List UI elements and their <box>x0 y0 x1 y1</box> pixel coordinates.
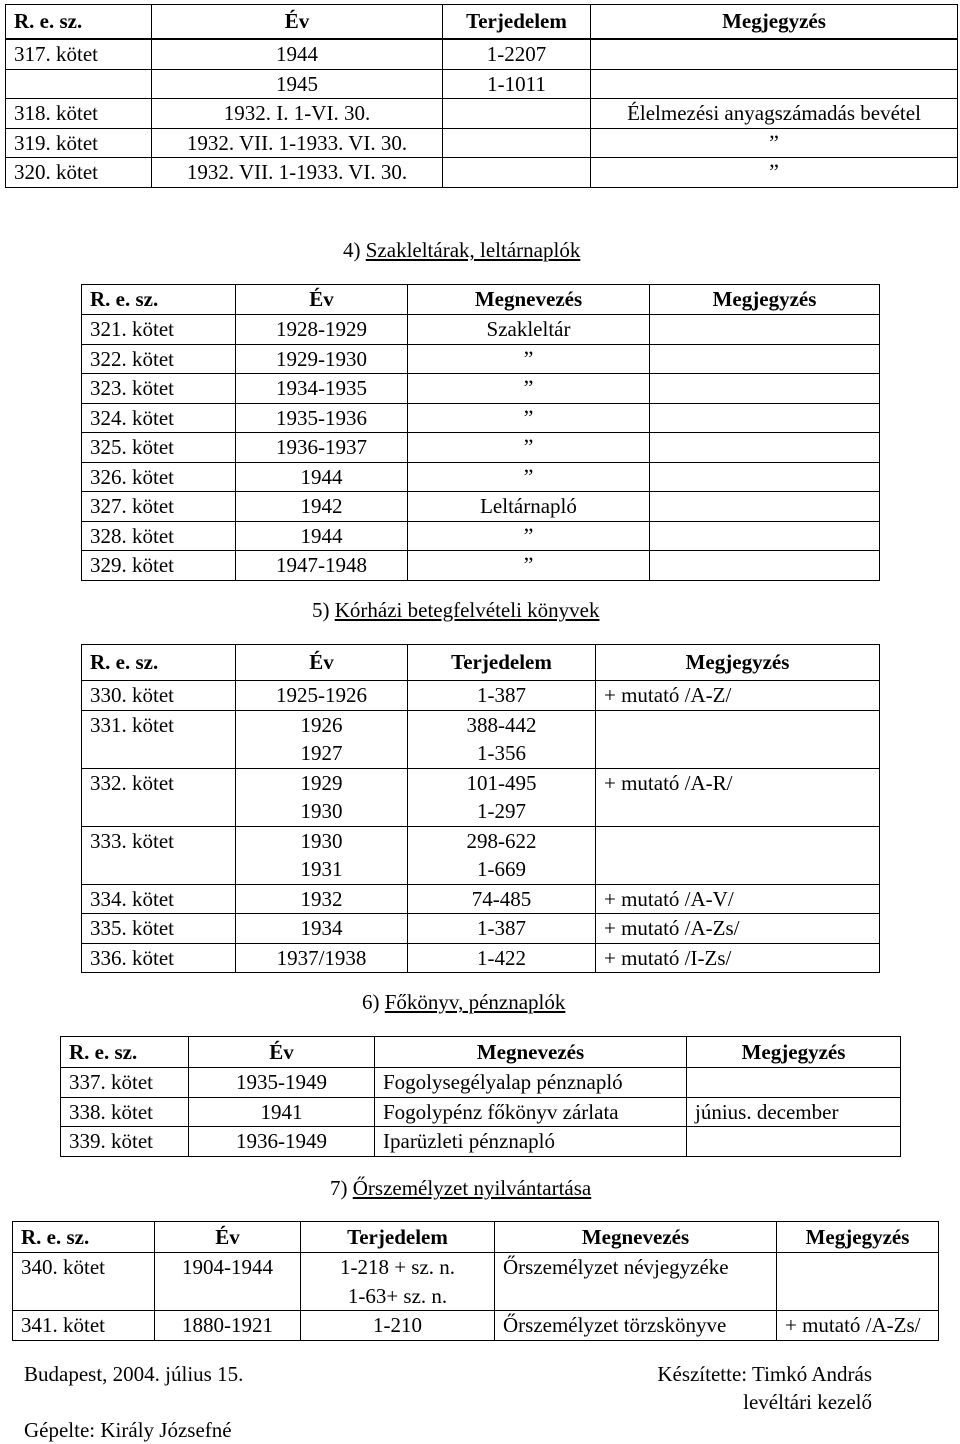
cell-year: 1929-1930 <box>236 344 408 374</box>
cell-volume: 327. kötet <box>82 492 236 522</box>
cell-volume: 331. kötet <box>82 710 236 768</box>
cell-year: 1925-1926 <box>236 681 408 711</box>
cell-extent <box>443 158 591 188</box>
cell-note <box>650 374 880 404</box>
cell-name: Őrszemélyzet törzskönyve <box>495 1311 777 1341</box>
cell-note: Élelmezési anyagszámadás bevétel <box>591 99 958 129</box>
cell-note <box>650 403 880 433</box>
cell-note <box>650 551 880 581</box>
cell-extent: 101-495 1-297 <box>408 768 596 826</box>
cell-extent: 1-2207 <box>443 40 591 70</box>
table-row <box>82 943 880 973</box>
cell-note <box>687 1127 901 1157</box>
footer-place-date: Budapest, 2004. július 15. <box>24 1362 244 1386</box>
table-row <box>82 403 880 433</box>
cell-volume: 339. kötet <box>61 1127 189 1157</box>
header-cell: R. e. sz. <box>61 1037 189 1068</box>
header-cell: R. e. sz. <box>6 5 152 39</box>
table-row <box>13 1253 939 1311</box>
cell-note <box>591 69 958 99</box>
table-section-3 <box>5 4 958 188</box>
cell-name: Őrszemélyzet névjegyzéke <box>495 1253 777 1311</box>
cell-year: 1932. VII. 1-1933. VI. 30. <box>152 158 443 188</box>
header-cell: Terjedelem <box>443 5 591 39</box>
section-title-7 <box>330 1176 591 1201</box>
table-row <box>82 344 880 374</box>
table-row <box>6 99 958 129</box>
cell-note: ” <box>591 158 958 188</box>
header-cell: R. e. sz. <box>13 1222 155 1253</box>
cell-name: ” <box>408 433 650 463</box>
section-number: 7) <box>330 1176 348 1200</box>
cell-year: 1945 <box>152 69 443 99</box>
cell-volume: 334. kötet <box>82 884 236 914</box>
cell-volume: 324. kötet <box>82 403 236 433</box>
table-row <box>82 374 880 404</box>
table-row <box>82 681 880 711</box>
cell-volume: 336. kötet <box>82 943 236 973</box>
cell-year: 1932. VII. 1-1933. VI. 30. <box>152 128 443 158</box>
header-cell: R. e. sz. <box>82 285 236 315</box>
table-row <box>82 551 880 581</box>
cell-extent: 1-1011 <box>443 69 591 99</box>
cell-volume: 333. kötet <box>82 826 236 884</box>
cell-note <box>650 344 880 374</box>
table-row <box>82 492 880 522</box>
header-cell: Megjegyzés <box>650 285 880 315</box>
cell-year: 1904-1944 <box>155 1253 301 1311</box>
header-cell: Év <box>189 1037 375 1068</box>
cell-note: + mutató /A-Z/ <box>596 681 880 711</box>
cell-year: 1941 <box>189 1097 375 1127</box>
header-cell: Év <box>236 285 408 315</box>
cell-extent: 298-622 1-669 <box>408 826 596 884</box>
table-row <box>82 521 880 551</box>
cell-extent: 1-387 <box>408 681 596 711</box>
cell-volume: 330. kötet <box>82 681 236 711</box>
cell-volume: 326. kötet <box>82 462 236 492</box>
cell-name: Iparüzleti pénznapló <box>375 1127 687 1157</box>
header-cell: R. e. sz. <box>82 645 236 681</box>
cell-year: 1930 1931 <box>236 826 408 884</box>
table-header-row <box>6 5 958 39</box>
cell-extent: 1-210 <box>301 1311 495 1341</box>
section-title-text: Kórházi betegfelvételi könyvek <box>334 598 600 622</box>
section-title-6 <box>362 990 565 1015</box>
cell-year: 1942 <box>236 492 408 522</box>
cell-name: ” <box>408 521 650 551</box>
section-title-5 <box>312 598 599 623</box>
cell-name: Fogolypénz főkönyv zárlata <box>375 1097 687 1127</box>
table-header-row <box>61 1037 901 1068</box>
cell-name: ” <box>408 403 650 433</box>
cell-year: 1932. I. 1-VI. 30. <box>152 99 443 129</box>
cell-volume: 328. kötet <box>82 521 236 551</box>
cell-extent: 1-422 <box>408 943 596 973</box>
cell-volume: 329. kötet <box>82 551 236 581</box>
table-row <box>82 462 880 492</box>
cell-volume: 321. kötet <box>82 315 236 345</box>
cell-volume: 340. kötet <box>13 1253 155 1311</box>
cell-name: Szakleltár <box>408 315 650 345</box>
table-header-row <box>82 645 880 681</box>
cell-volume: 332. kötet <box>82 768 236 826</box>
cell-note <box>591 40 958 70</box>
table-row <box>61 1097 901 1127</box>
header-cell: Megjegyzés <box>687 1037 901 1068</box>
cell-year: 1936-1937 <box>236 433 408 463</box>
table-row <box>61 1127 901 1157</box>
cell-year: 1880-1921 <box>155 1311 301 1341</box>
cell-note <box>596 710 880 768</box>
table-section-4 <box>81 284 880 581</box>
cell-year: 1928-1929 <box>236 315 408 345</box>
section-number: 5) <box>312 598 330 622</box>
header-cell: Terjedelem <box>301 1222 495 1253</box>
cell-volume: 337. kötet <box>61 1068 189 1098</box>
table-row <box>82 768 880 826</box>
cell-year: 1944 <box>236 462 408 492</box>
table-row <box>82 826 880 884</box>
cell-name: ” <box>408 551 650 581</box>
cell-year: 1934 <box>236 914 408 944</box>
cell-year: 1937/1938 <box>236 943 408 973</box>
cell-year: 1944 <box>152 40 443 70</box>
header-cell: Megnevezés <box>408 285 650 315</box>
cell-note: + mutató /A-R/ <box>596 768 880 826</box>
cell-note: + mutató /I-Zs/ <box>596 943 880 973</box>
cell-year: 1929 1930 <box>236 768 408 826</box>
table-section-5 <box>81 644 880 973</box>
table-row <box>82 315 880 345</box>
cell-volume: 320. kötet <box>6 158 152 188</box>
cell-volume <box>6 69 152 99</box>
cell-volume: 318. kötet <box>6 99 152 129</box>
cell-extent: 388-442 1-356 <box>408 710 596 768</box>
table-section-6 <box>60 1036 901 1157</box>
section-title-text: Főkönyv, pénznaplók <box>384 990 566 1014</box>
table-section-7 <box>12 1221 939 1341</box>
footer-typist: Gépelte: Király Józsefné <box>24 1418 232 1442</box>
table-row <box>6 158 958 188</box>
cell-year: 1935-1936 <box>236 403 408 433</box>
table-row <box>6 128 958 158</box>
cell-note <box>650 521 880 551</box>
cell-volume: 335. kötet <box>82 914 236 944</box>
header-cell: Megjegyzés <box>591 5 958 39</box>
cell-name: ” <box>408 462 650 492</box>
section-title-4 <box>343 238 580 263</box>
cell-extent <box>443 99 591 129</box>
cell-note: június. december <box>687 1097 901 1127</box>
footer-author: Készítette: Timkó András <box>657 1362 872 1386</box>
cell-note <box>777 1253 939 1311</box>
cell-volume: 323. kötet <box>82 374 236 404</box>
header-cell: Év <box>152 5 443 39</box>
table-row <box>82 884 880 914</box>
section-title-text: Őrszemélyzet nyilvántartása <box>352 1176 592 1200</box>
header-cell: Év <box>155 1222 301 1253</box>
cell-year: 1932 <box>236 884 408 914</box>
header-cell: Megnevezés <box>375 1037 687 1068</box>
cell-note: + mutató /A-V/ <box>596 884 880 914</box>
cell-note <box>687 1068 901 1098</box>
cell-extent: 74-485 <box>408 884 596 914</box>
cell-note: + mutató /A-Zs/ <box>777 1311 939 1341</box>
header-cell: Megnevezés <box>495 1222 777 1253</box>
section-number: 4) <box>343 238 361 262</box>
cell-volume: 341. kötet <box>13 1311 155 1341</box>
section-number: 6) <box>362 990 380 1014</box>
table-row <box>6 40 958 70</box>
table-header-row <box>13 1222 939 1253</box>
cell-volume: 322. kötet <box>82 344 236 374</box>
cell-year: 1944 <box>236 521 408 551</box>
cell-note <box>650 315 880 345</box>
cell-extent <box>443 128 591 158</box>
header-cell: Megjegyzés <box>596 645 880 681</box>
cell-year: 1934-1935 <box>236 374 408 404</box>
cell-note <box>650 492 880 522</box>
cell-volume: 325. kötet <box>82 433 236 463</box>
cell-year: 1947-1948 <box>236 551 408 581</box>
cell-name: Fogolysegélyalap pénznapló <box>375 1068 687 1098</box>
cell-name: ” <box>408 344 650 374</box>
footer-author-title: levéltári kezelő <box>743 1390 872 1414</box>
cell-volume: 338. kötet <box>61 1097 189 1127</box>
cell-note <box>596 826 880 884</box>
section-title-text: Szakleltárak, leltárnaplók <box>365 238 581 262</box>
header-cell: Terjedelem <box>408 645 596 681</box>
table-row <box>82 710 880 768</box>
header-cell: Év <box>236 645 408 681</box>
cell-name: ” <box>408 374 650 404</box>
table-row <box>82 914 880 944</box>
cell-extent: 1-218 + sz. n. 1-63+ sz. n. <box>301 1253 495 1311</box>
table-row <box>6 69 958 99</box>
cell-year: 1926 1927 <box>236 710 408 768</box>
table-row <box>82 433 880 463</box>
cell-note: ” <box>591 128 958 158</box>
cell-volume: 319. kötet <box>6 128 152 158</box>
header-cell: Megjegyzés <box>777 1222 939 1253</box>
cell-volume: 317. kötet <box>6 40 152 70</box>
table-header-row <box>82 285 880 315</box>
table-row <box>61 1068 901 1098</box>
cell-extent: 1-387 <box>408 914 596 944</box>
cell-note <box>650 462 880 492</box>
cell-year: 1935-1949 <box>189 1068 375 1098</box>
cell-name: Leltárnapló <box>408 492 650 522</box>
cell-note <box>650 433 880 463</box>
cell-year: 1936-1949 <box>189 1127 375 1157</box>
cell-note: + mutató /A-Zs/ <box>596 914 880 944</box>
table-row <box>13 1311 939 1341</box>
